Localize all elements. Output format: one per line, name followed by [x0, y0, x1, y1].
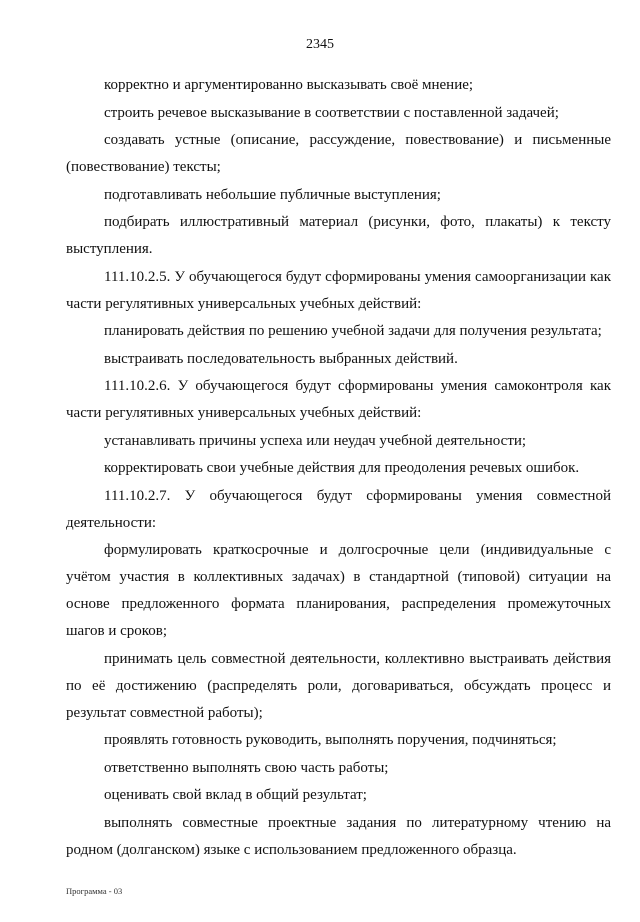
- paragraph: принимать цель совместной деятельности, коллективно выстраивать действия по её достижению (распределять роли, договариваться, обсуждать процесс и результат совместной работы);: [66, 650, 611, 721]
- paragraph: строить речевое высказывание в соответствии с поставленной задачей;: [104, 104, 559, 121]
- paragraph: корректно и аргументированно высказывать своё мнение;: [104, 77, 474, 93]
- section-heading-paragraph: 111.10.2.6. У обучающегося будут сформированы умения самоконтроля как части регулятивных универсальных учебных действий:: [66, 378, 611, 421]
- document-body: [66, 72, 611, 864]
- paragraph: оценивать свой вклад в общий результат;: [104, 787, 367, 803]
- footer-program-label: Программа - 03: [66, 886, 123, 896]
- paragraph: выполнять совместные проектные задания по литературному чтению на родном (долганском) языке с использованием предложенного образца.: [66, 814, 611, 858]
- paragraph: корректировать свои учебные действия для преодоления речевых ошибок.: [104, 460, 580, 476]
- paragraph: создавать устные (описание, рассуждение, повествование) и письменные (повествование) тексты;: [66, 132, 611, 175]
- paragraph: формулировать краткосрочные и долгосрочные цели (индивидуальные с учётом участия в коллективных задачах) в стандартной (типовой) ситуации на основе предложенного формата планирования, распределения промежуточных шагов и сроков;: [66, 542, 611, 639]
- paragraph: выстраивать последовательность выбранных действий.: [104, 350, 458, 367]
- paragraph: ответственно выполнять свою часть работы;: [104, 759, 389, 776]
- paragraph: планировать действия по решению учебной задачи для получения результата;: [104, 323, 602, 339]
- paragraph: устанавливать причины успеха или неудач учебной деятельности;: [104, 432, 527, 449]
- page-number: 2345: [306, 37, 334, 52]
- paragraph: подготавливать небольшие публичные выступления;: [104, 186, 441, 203]
- paragraph: подбирать иллюстративный материал (рисунки, фото, плакаты) к тексту выступления.: [66, 214, 611, 257]
- section-heading-paragraph: 111.10.2.5. У обучающегося будут сформированы умения самоорганизации как части регулятивных универсальных учебных действий:: [66, 268, 611, 312]
- section-heading-paragraph: 111.10.2.7. У обучающегося будут сформированы умения совместной деятельности:: [66, 487, 611, 531]
- paragraph: проявлять готовность руководить, выполнять поручения, подчиняться;: [104, 732, 557, 748]
